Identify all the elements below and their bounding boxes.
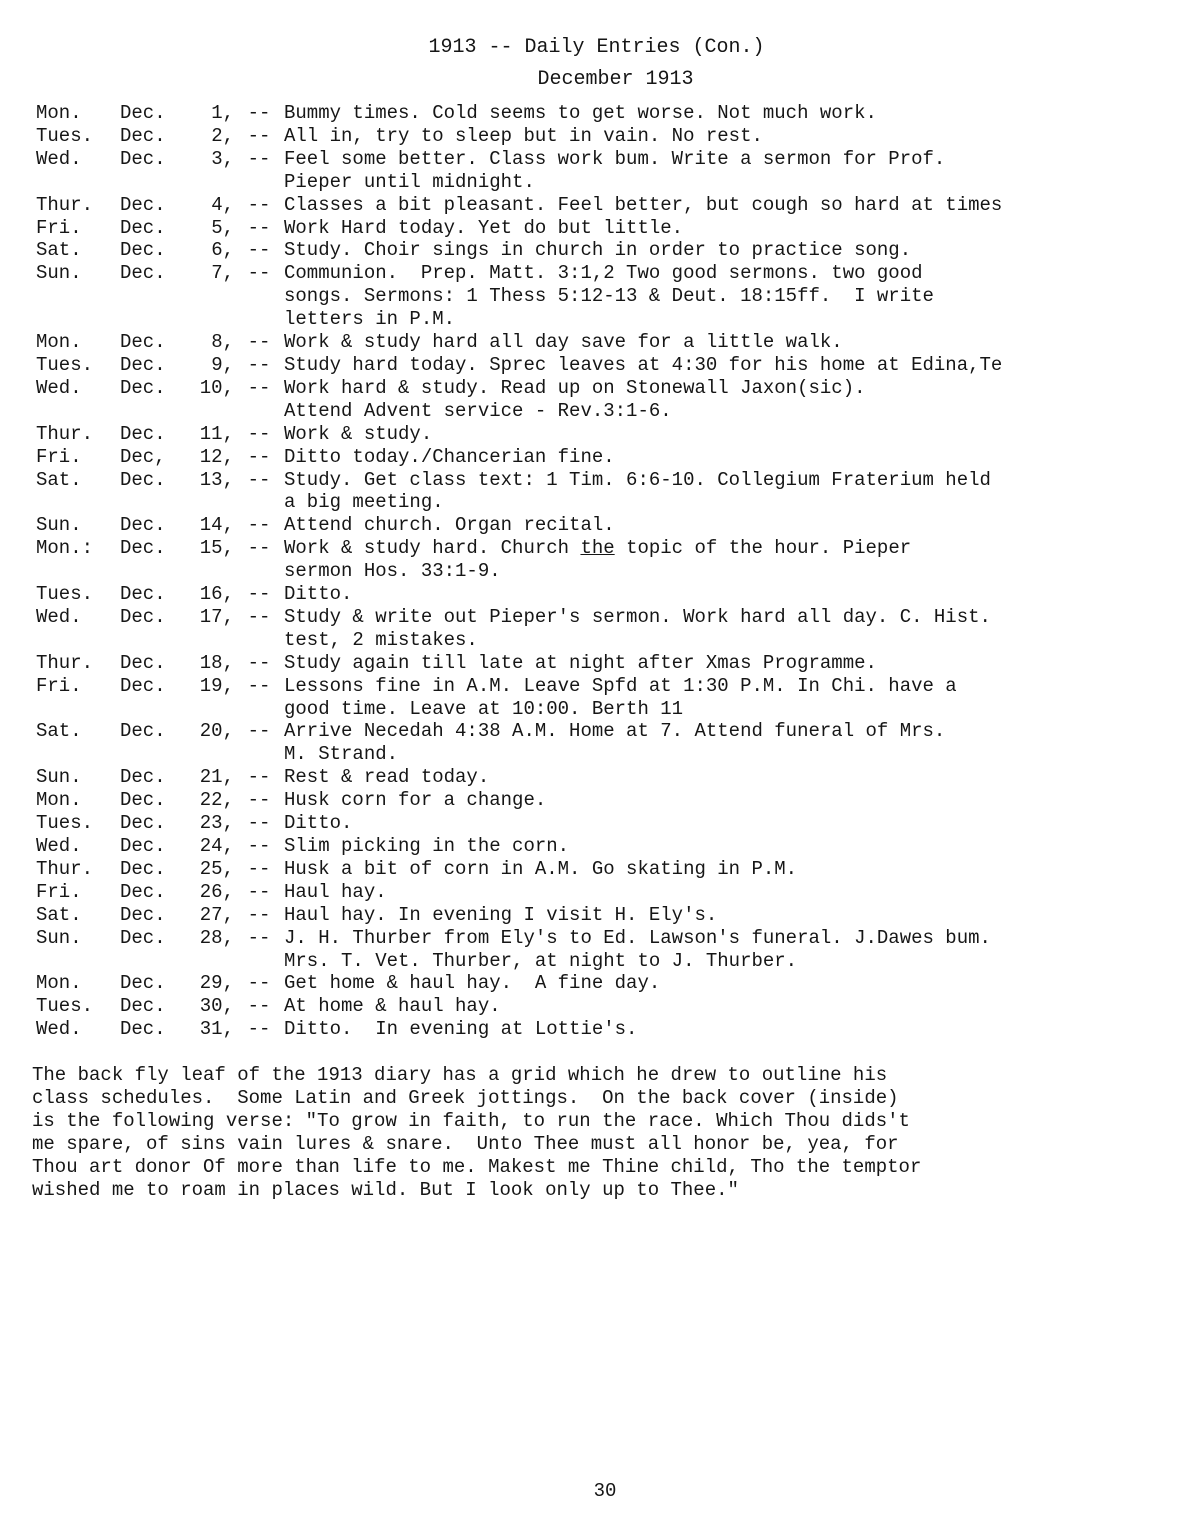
entry-date: 29, xyxy=(199,972,234,995)
entry-separator: -- xyxy=(247,262,271,285)
entry-month: Dec. xyxy=(120,766,166,789)
entry-separator: -- xyxy=(247,835,271,857)
entry-separator: -- xyxy=(247,124,271,147)
entry-separator: -- xyxy=(247,193,271,216)
entry-separator: -- xyxy=(247,331,271,354)
entry-separator: -- xyxy=(247,605,271,628)
diary-entry xyxy=(36,995,1176,1018)
entry-month: Dec. xyxy=(120,720,166,743)
entry-day: Thur. xyxy=(36,651,94,674)
diary-entry xyxy=(36,652,1176,675)
entry-text: At home & haul hay. xyxy=(284,995,501,1018)
entry-text: Work & study. xyxy=(284,422,433,445)
entry-day: Wed. xyxy=(36,605,82,628)
entry-day: Tues. xyxy=(36,353,94,376)
entry-month: Dec. xyxy=(120,468,166,491)
entry-text: Bummy times. Cold seems to get worse. Not much work. xyxy=(284,102,877,124)
entry-text: J. H. Thurber from Ely's to Ed. Lawson's funeral. J.Dawes bum. Mrs. T. Vet. Thurber, at night to J. Thurber. xyxy=(284,926,991,972)
entry-month: Dec. xyxy=(120,812,166,835)
entry-month: Dec. xyxy=(120,262,166,285)
entry-day: Tues. xyxy=(36,995,94,1018)
entry-separator: -- xyxy=(247,857,271,880)
entry-month: Dec. xyxy=(120,789,166,812)
page-subtitle: December 1913 xyxy=(537,68,694,91)
entry-text: Ditto. xyxy=(284,583,353,606)
entry-month: Dec. xyxy=(120,102,166,124)
diary-entry xyxy=(36,789,1176,812)
entry-separator: -- xyxy=(247,972,271,995)
entry-day: Mon. xyxy=(36,789,82,812)
diary-entry xyxy=(36,239,1176,262)
diary-entry xyxy=(36,354,1176,377)
entry-text-underlined: the xyxy=(580,537,615,560)
entry-text: Attend church. Organ recital. xyxy=(284,514,615,537)
entry-separator: -- xyxy=(247,583,271,606)
diary-entry xyxy=(36,881,1176,904)
entry-date: 11, xyxy=(199,422,234,445)
entry-separator: -- xyxy=(247,789,271,812)
entry-date: 19, xyxy=(199,674,234,697)
entry-text xyxy=(284,537,1176,583)
entry-day: Sun. xyxy=(36,766,82,789)
entry-day: Mon. xyxy=(36,331,82,354)
entry-month: Dec. xyxy=(120,903,166,926)
entry-date: 17, xyxy=(199,605,234,628)
entry-month: Dec. xyxy=(120,376,166,399)
entry-month: Dec. xyxy=(120,926,166,949)
entry-separator: -- xyxy=(247,651,271,674)
entry-month: Dec. xyxy=(120,331,166,354)
entry-day: Sat. xyxy=(36,903,82,926)
diary-entry xyxy=(36,125,1176,148)
entry-day: Thur. xyxy=(36,857,94,880)
entry-day: Wed. xyxy=(36,1018,82,1041)
page-number: 30 xyxy=(593,1480,617,1502)
diary-entry xyxy=(36,675,1176,721)
entry-text: Ditto. xyxy=(284,812,353,835)
diary-entry xyxy=(36,469,1176,515)
entry-separator: -- xyxy=(247,720,271,743)
entry-day: Sun. xyxy=(36,262,82,285)
entry-month: Dec. xyxy=(120,605,166,628)
entry-date: 31, xyxy=(199,1018,234,1041)
entry-date: 24, xyxy=(199,835,234,857)
entry-month: Dec. xyxy=(120,857,166,880)
entry-text: Classes a bit pleasant. Feel better, but cough so hard at times xyxy=(284,193,1003,216)
entry-day: Thur. xyxy=(36,193,94,216)
entry-month: Dec. xyxy=(120,583,166,606)
entry-date: 1, xyxy=(211,102,234,124)
entry-text-part: topic of the hour. Pieper sermon Hos. 33:1-9. xyxy=(284,537,912,583)
entry-separator: -- xyxy=(247,147,271,170)
entry-day: Fri. xyxy=(36,880,82,903)
entry-separator: -- xyxy=(247,880,271,903)
entry-text: Work hard & study. Read up on Stonewall Jaxon(sic). Attend Advent service - Rev.3:1-6. xyxy=(284,376,866,422)
entry-separator: -- xyxy=(247,812,271,835)
diary-entry xyxy=(36,583,1176,606)
diary-entry xyxy=(36,148,1176,194)
diary-entries xyxy=(36,102,1176,1041)
diary-entry xyxy=(36,972,1176,995)
entry-month: Dec. xyxy=(120,193,166,216)
entry-separator: -- xyxy=(247,995,271,1018)
entry-text: Lessons fine in A.M. Leave Spfd at 1:30 P.M. In Chi. have a good time. Leave at 10:00. Berth 11 xyxy=(284,674,957,720)
diary-entry xyxy=(36,927,1176,973)
diary-entry xyxy=(36,835,1176,858)
entry-month: Dec. xyxy=(120,216,166,239)
entry-text: Ditto today./Chancerian fine. xyxy=(284,445,615,468)
entry-separator: -- xyxy=(247,216,271,239)
entry-separator: -- xyxy=(247,514,271,537)
diary-entry xyxy=(36,1018,1176,1041)
entry-separator: -- xyxy=(247,239,271,262)
entry-month: Dec. xyxy=(120,835,166,857)
closing-note: The back fly leaf of the 1913 diary has a grid which he drew to outline his class schedules. Some Latin and Greek jottings. On the back cover (inside) is the following verse: "To grow in faith, to run the race. Which Thou dids't me spare, of sins vain lures & snare. Unto Thee must all honor be, yea, for Thou art donor Of more than life to me. Makest me Thine child, Tho the temptor wished me to roam in places wild. But I look only up to Thee." xyxy=(32,1064,922,1201)
entry-text: Haul hay. xyxy=(284,880,387,903)
diary-entry xyxy=(36,766,1176,789)
entry-text: Study again till late at night after Xmas Programme. xyxy=(284,651,877,674)
entry-day: Sat. xyxy=(36,468,82,491)
entry-date: 30, xyxy=(199,995,234,1018)
entry-separator: -- xyxy=(247,766,271,789)
entry-day: Sun. xyxy=(36,514,82,537)
diary-entry xyxy=(36,262,1176,331)
diary-entry xyxy=(36,904,1176,927)
diary-entry xyxy=(36,377,1176,423)
entry-day: Tues. xyxy=(36,812,94,835)
entry-month: Dec. xyxy=(120,514,166,537)
entry-date: 2, xyxy=(211,124,234,147)
entry-separator: -- xyxy=(247,353,271,376)
entry-separator: -- xyxy=(247,445,271,468)
entry-month: Dec. xyxy=(120,239,166,262)
diary-entry xyxy=(36,720,1176,766)
diary-entry xyxy=(36,514,1176,537)
entry-text: Study hard today. Sprec leaves at 4:30 for his home at Edina,Te xyxy=(284,353,1003,376)
diary-entry xyxy=(36,102,1176,125)
entry-day: Sat. xyxy=(36,720,82,743)
entry-month: Dec. xyxy=(120,124,166,147)
entry-month: Dec. xyxy=(120,537,166,560)
entry-day: Tues. xyxy=(36,583,94,606)
entry-text-part: Work & study hard. Church xyxy=(284,537,581,560)
entry-month: Dec, xyxy=(120,445,166,468)
entry-separator: -- xyxy=(247,926,271,949)
entry-month: Dec. xyxy=(120,422,166,445)
entry-separator: -- xyxy=(247,537,271,560)
entry-day: Thur. xyxy=(36,422,94,445)
entry-month: Dec. xyxy=(120,674,166,697)
entry-text: Ditto. In evening at Lottie's. xyxy=(284,1018,638,1041)
entry-month: Dec. xyxy=(120,995,166,1018)
diary-entry xyxy=(36,331,1176,354)
entry-separator: -- xyxy=(247,468,271,491)
entry-separator: -- xyxy=(247,102,271,124)
page-title: 1913 -- Daily Entries (Con.) xyxy=(428,36,765,59)
diary-entry xyxy=(36,194,1176,217)
entry-date: 9, xyxy=(211,353,234,376)
entry-date: 15, xyxy=(199,537,234,560)
entry-day: Mon. xyxy=(36,972,82,995)
entry-text: Communion. Prep. Matt. 3:1,2 Two good sermons. two good songs. Sermons: 1 Thess 5:12-13 & Deut. 18:15ff. I write letters in P.M. xyxy=(284,262,934,331)
entry-date: 21, xyxy=(199,766,234,789)
entry-date: 7, xyxy=(211,262,234,285)
entry-month: Dec. xyxy=(120,353,166,376)
entry-day: Wed. xyxy=(36,835,82,857)
entry-text: Husk a bit of corn in A.M. Go skating in P.M. xyxy=(284,857,798,880)
diary-entry xyxy=(36,423,1176,446)
diary-entry xyxy=(36,217,1176,240)
entry-text: Rest & read today. xyxy=(284,766,490,789)
entry-text: Work Hard today. Yet do but little. xyxy=(284,216,684,239)
entry-month: Dec. xyxy=(120,880,166,903)
entry-day: Tues. xyxy=(36,124,94,147)
entry-date: 27, xyxy=(199,903,234,926)
entry-day: Fri. xyxy=(36,216,82,239)
entry-month: Dec. xyxy=(120,147,166,170)
diary-entry xyxy=(36,537,1176,583)
entry-text: Work & study hard all day save for a little walk. xyxy=(284,331,843,354)
entry-date: 8, xyxy=(211,331,234,354)
entry-text: Study. Choir sings in church in order to practice song. xyxy=(284,239,912,262)
entry-date: 28, xyxy=(199,926,234,949)
entry-date: 12, xyxy=(199,445,234,468)
diary-entry xyxy=(36,446,1176,469)
entry-date: 6, xyxy=(211,239,234,262)
entry-separator: -- xyxy=(247,422,271,445)
entry-text: Study. Get class text: 1 Tim. 6:6-10. Collegium Fraterium held a big meeting. xyxy=(284,468,991,514)
entry-date: 13, xyxy=(199,468,234,491)
entry-separator: -- xyxy=(247,1018,271,1041)
entry-day: Mon. xyxy=(36,102,82,124)
entry-day: Sat. xyxy=(36,239,82,262)
entry-date: 4, xyxy=(211,193,234,216)
entry-date: 25, xyxy=(199,857,234,880)
entry-date: 10, xyxy=(199,376,234,399)
entry-text: Get home & haul hay. A fine day. xyxy=(284,972,661,995)
entry-separator: -- xyxy=(247,903,271,926)
entry-date: 5, xyxy=(211,216,234,239)
entry-date: 26, xyxy=(199,880,234,903)
entry-day: Fri. xyxy=(36,674,82,697)
entry-separator: -- xyxy=(247,376,271,399)
diary-entry xyxy=(36,812,1176,835)
entry-day: Wed. xyxy=(36,147,82,170)
entry-month: Dec. xyxy=(120,972,166,995)
entry-date: 23, xyxy=(199,812,234,835)
entry-day: Wed. xyxy=(36,376,82,399)
entry-date: 18, xyxy=(199,651,234,674)
entry-text: All in, try to sleep but in vain. No rest. xyxy=(284,124,763,147)
entry-text: Slim picking in the corn. xyxy=(284,835,570,857)
entry-text: Haul hay. In evening I visit H. Ely's. xyxy=(284,903,718,926)
entry-date: 14, xyxy=(199,514,234,537)
entry-text: Feel some better. Class work bum. Write a sermon for Prof. Pieper until midnight. xyxy=(284,147,946,193)
entry-date: 16, xyxy=(199,583,234,606)
entry-separator: -- xyxy=(247,674,271,697)
entry-day: Fri. xyxy=(36,445,82,468)
entry-day: Sun. xyxy=(36,926,82,949)
entry-text: Arrive Necedah 4:38 A.M. Home at 7. Attend funeral of Mrs. M. Strand. xyxy=(284,720,946,766)
entry-month: Dec. xyxy=(120,651,166,674)
entry-date: 3, xyxy=(211,147,234,170)
entry-text: Study & write out Pieper's sermon. Work hard all day. C. Hist. test, 2 mistakes. xyxy=(284,605,991,651)
entry-month: Dec. xyxy=(120,1018,166,1041)
entry-text: Husk corn for a change. xyxy=(284,789,547,812)
entry-date: 22, xyxy=(199,789,234,812)
diary-entry xyxy=(36,858,1176,881)
entry-date: 20, xyxy=(199,720,234,743)
entry-day: Mon.: xyxy=(36,537,94,560)
diary-entry xyxy=(36,606,1176,652)
